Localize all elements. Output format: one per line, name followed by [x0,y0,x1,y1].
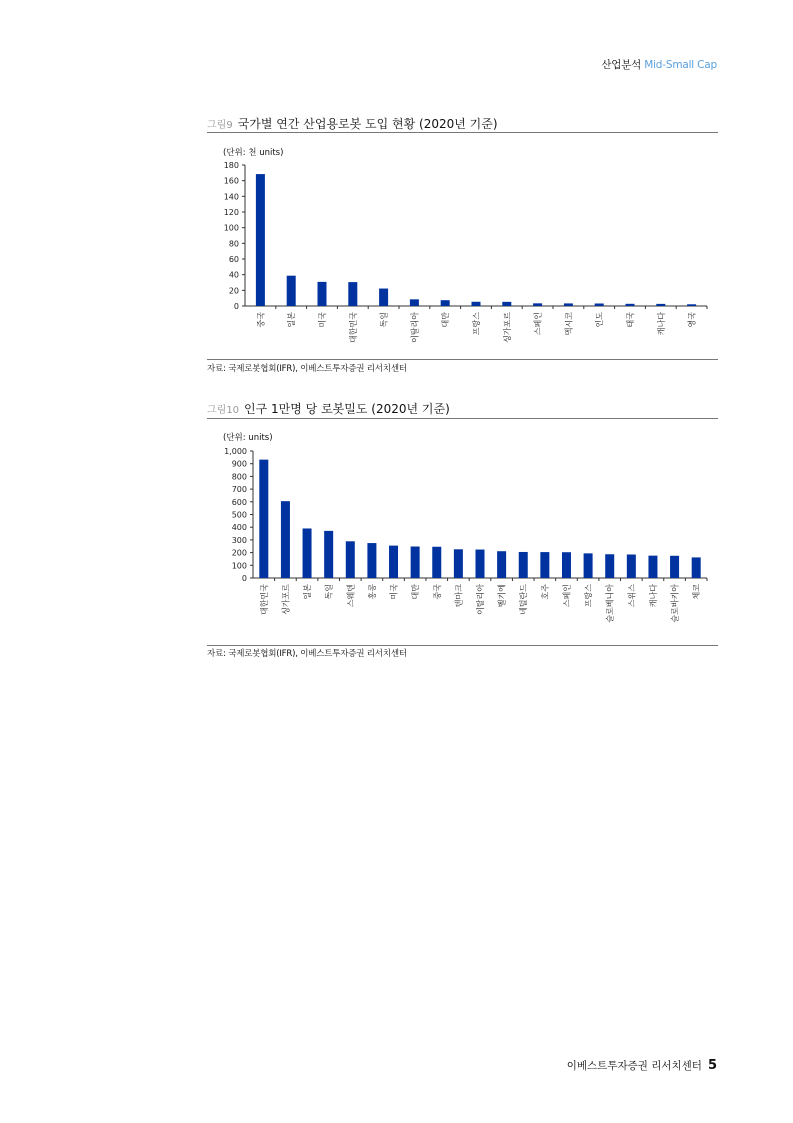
chart-1-bar [259,460,268,578]
chart-1-x-tick-label: 스웨덴 [346,584,356,608]
figure-10-number: 그림10 [207,405,240,416]
chart-0-unit-label: (단위: 천 units) [223,148,284,158]
chart-1-y-tick-label: 900 [231,459,247,469]
chart-1-bar [670,556,679,578]
chart-0-bar [472,302,481,306]
chart-1-x-tick-label: 슬로베니아 [605,584,615,623]
chart-1-bar [519,552,528,578]
chart-1-x-tick-label: 스위스 [627,584,637,608]
chart-1-unit-label: (단위: units) [223,433,273,443]
chart-0-y-tick-label: 60 [228,255,239,264]
chart-0-x-tick-label: 일본 [287,312,297,328]
chart-0-x-tick-label: 대만 [441,312,451,328]
chart-1-bar [432,547,441,578]
page-footer [567,1058,717,1073]
chart-0-bar [441,300,450,306]
header-title: 산업분석 [601,59,642,71]
chart-1-bar [605,554,614,578]
chart-1-bar [497,551,506,578]
chart-0-y-tick-label: 0 [233,302,239,311]
chart-1-x-tick-label: 체코 [692,584,702,600]
figure-10-top-rule [207,418,718,419]
chart-1-bar [367,543,376,578]
figure-9-number: 그림9 [207,120,233,131]
chart-1-y-tick-label: 800 [231,472,247,482]
chart-1-bar [389,546,398,578]
chart-0-x-tick-label: 프랑스 [472,312,481,336]
chart-1-bar [346,541,355,578]
chart-0-x-tick-label: 캐나다 [656,312,666,336]
figure-10-title [207,400,450,417]
chart-1-y-tick-label: 200 [231,548,247,558]
chart-1-x-tick-label: 캐나다 [648,584,658,608]
chart-0-x-tick-label: 영국 [687,312,697,328]
figure-9-bottom-rule [207,359,718,360]
chart-1-x-tick-label: 중국 [432,584,442,600]
chart-0-bar [379,289,388,306]
page-header [601,57,717,72]
chart-0-x-tick-label: 이탈리아 [410,312,420,343]
chart-0-bar [287,276,296,306]
chart-0-bar [595,303,604,306]
chart-0-bar [533,303,542,306]
chart-0-x-tick-label: 미국 [318,312,327,328]
chart-0-bar [256,174,265,306]
chart-0-bar [626,304,635,306]
figure-9-chart [207,142,718,357]
chart-1-x-tick-label: 대한민국 [259,584,269,615]
figure-9-source: 자료: 국제로봇협회(IFR), 이베스트투자증권 리서치센터 [207,364,407,374]
chart-0-y-tick-label: 160 [223,176,239,186]
figure-10-chart [207,427,718,643]
chart-0-y-tick-label: 120 [223,208,239,217]
chart-1-y-tick-label: 100 [231,561,247,571]
chart-1-x-tick-label: 독일 [324,584,334,600]
chart-1-y-tick-label: 0 [241,574,247,583]
chart-0-x-tick-label: 싱가포르 [502,312,512,343]
header-subtitle: Mid-Small Cap [644,59,717,71]
chart-1-bar [411,547,420,578]
chart-0-bar [687,304,696,306]
chart-1-x-tick-label: 홍콩 [367,584,377,600]
chart-1-y-tick-label: 300 [231,535,247,545]
chart-1-bar [627,555,636,578]
chart-0-x-tick-label: 대한민국 [348,312,358,343]
chart-0-bar [348,282,357,306]
chart-1-y-tick-label: 1,000 [224,447,247,456]
chart-0-bar [410,299,419,306]
chart-1-bar [648,556,657,578]
figure-9-top-rule [207,132,718,133]
chart-0-x-tick-label: 태국 [626,312,635,328]
figure-9-title-text: 국가별 연간 산업용로봇 도입 현황 (2020년 기준) [237,117,498,131]
chart-1-bar [454,549,463,578]
chart-1-x-tick-label: 스페인 [562,584,572,608]
chart-0-x-tick-label: 중국 [256,312,266,328]
chart-0-bar [564,303,573,306]
chart-0-y-tick-label: 40 [228,270,239,280]
chart-1-x-tick-label: 벨기에 [497,584,507,608]
chart-1-x-tick-label: 싱가포르 [281,584,291,615]
chart-0-y-tick-label: 20 [228,286,239,296]
chart-1-x-tick-label: 덴마크 [454,584,464,608]
chart-1-bar [540,552,549,578]
chart-1-y-tick-label: 600 [231,497,247,507]
chart-1-x-tick-label: 슬로바키아 [670,584,680,623]
chart-1-y-tick-label: 500 [231,510,247,520]
chart-1-x-tick-label: 네덜란드 [519,584,529,615]
chart-0-y-tick-label: 80 [228,239,239,249]
chart-0-x-tick-label: 멕시코 [564,312,574,336]
chart-1-bar [324,531,333,578]
chart-0-bar [502,302,511,306]
chart-0-bar [656,304,665,306]
figure-10-source: 자료: 국제로봇협회(IFR), 이베스트투자증권 리서치센터 [207,649,407,659]
chart-1-x-tick-label: 미국 [389,584,399,600]
chart-1-bar [303,528,312,578]
figure-10-bottom-rule [207,645,718,646]
chart-0-x-tick-label: 독일 [379,312,389,328]
chart-1-y-tick-label: 400 [231,523,247,533]
figure-9-title [207,115,498,132]
chart-1-x-tick-label: 대만 [411,584,421,600]
page-number: 5 [707,1058,717,1073]
footer-org: 이베스트투자증권 리서치센터 [566,1060,702,1072]
chart-1-bar [562,552,571,578]
chart-0-x-tick-label: 스페인 [533,312,543,336]
chart-1-y-tick-label: 700 [231,485,247,495]
chart-1-bar [476,550,485,578]
chart-1-bar [584,553,593,578]
chart-1-bar [281,501,290,578]
chart-1-x-tick-label: 이탈리아 [476,584,485,615]
chart-1-x-tick-label: 호주 [540,584,550,600]
chart-1-bar [692,557,701,578]
chart-0-x-tick-label: 인도 [595,312,605,328]
figure-10-title-text: 인구 1만명 당 로봇밀도 (2020년 기준) [244,402,450,416]
chart-0-y-tick-label: 140 [223,192,239,202]
chart-0-y-tick-label: 100 [223,223,239,233]
chart-1-x-tick-label: 프랑스 [584,584,594,608]
chart-1-x-tick-label: 일본 [303,584,313,600]
chart-0-bar [318,282,327,306]
chart-0-y-tick-label: 180 [223,161,239,170]
